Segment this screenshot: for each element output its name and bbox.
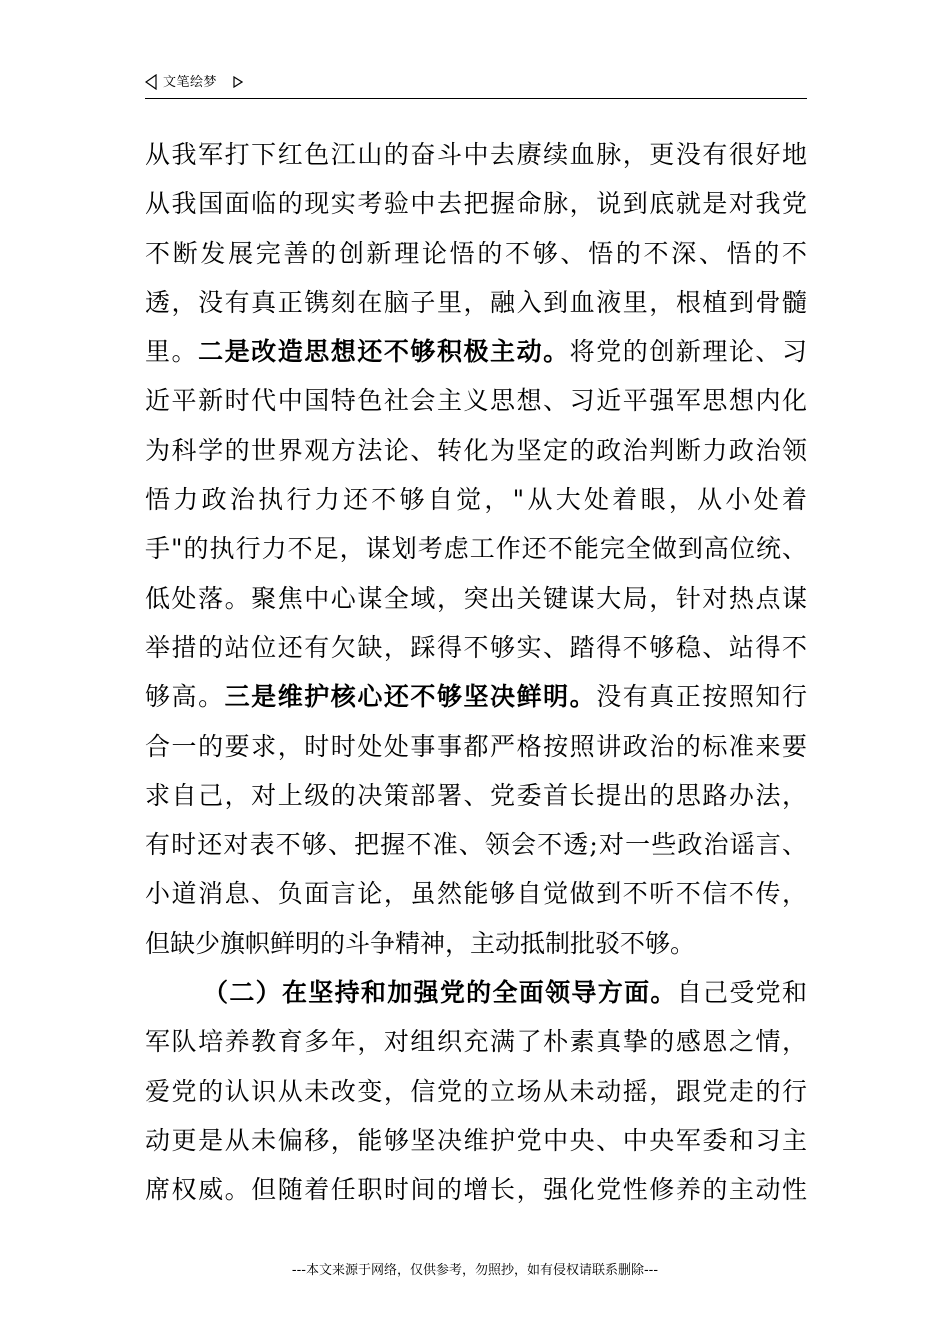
line-text: 求自己，对上级的决策部署、党委首长提出的思路办法， (145, 780, 807, 810)
line-text: 不断发展完善的创新理论悟的不够、悟的不深、悟的不 (145, 238, 807, 268)
text-line (145, 722, 807, 771)
line-text: 低处落。聚焦中心谋全域，突出关键谋大局，针对热点谋 (145, 583, 807, 613)
text-line (145, 1116, 807, 1165)
document-body (145, 130, 807, 1215)
text-line (145, 820, 807, 869)
line-text: 没有真正按照知行 (596, 682, 807, 712)
line-text: 但缺少旗帜鲜明的斗争精神，主动抵制批驳不够。 (145, 928, 696, 958)
line-text: 有时还对表不够、把握不准、领会不透;对一些政治谣言、 (145, 830, 807, 860)
page-header (145, 72, 807, 99)
line-text: 自己受党和 (676, 978, 807, 1008)
line-text: 够高。 (145, 682, 225, 712)
point-heading-2: 二是改造思想还不够积极主动。 (198, 337, 570, 367)
section-heading-2: （二）在坚持和加强党的全面领导方面。 (203, 978, 677, 1008)
text-line (145, 1017, 807, 1066)
text-line (145, 869, 807, 918)
line-text: 近平新时代中国特色社会主义思想、习近平强军思想内化 (145, 386, 807, 416)
text-line (145, 524, 807, 573)
text-line (145, 426, 807, 475)
triangle-right-icon (233, 76, 243, 88)
line-text: 爱党的认识从未改变，信党的立场从未动摇，跟党走的行 (145, 1076, 807, 1106)
line-text: 军队培养教育多年，对组织充满了朴素真挚的感恩之情， (145, 1027, 807, 1057)
text-line (145, 968, 807, 1017)
line-text: 席权威。但随着任职时间的增长，强化党性修养的主动性 (145, 1175, 807, 1205)
footer-disclaimer: ---本文来源于网络，仅供参考，勿照抄，如有侵权请联系删除--- (291, 1263, 659, 1278)
text-line (145, 475, 807, 524)
text-line (145, 179, 807, 228)
header-title: 文笔绘梦 (163, 75, 218, 90)
line-text: 从我军打下红色江山的奋斗中去赓续血脉，更没有很好地 (145, 140, 807, 169)
line-text: 从我国面临的现实考验中去把握命脉，说到底就是对我党 (145, 189, 807, 219)
text-line (145, 327, 807, 376)
line-text: 动更是从未偏移，能够坚决维护党中央、中央军委和习主 (145, 1125, 807, 1155)
text-line (145, 278, 807, 327)
text-line (145, 1165, 807, 1214)
line-text: 透，没有真正镌刻在脑子里，融入到血液里，根植到骨髓 (145, 287, 807, 317)
text-line (145, 771, 807, 820)
point-heading-3: 三是维护核心还不够坚决鲜明。 (224, 682, 597, 712)
line-text: 小道消息、负面言论，虽然能够自觉做到不听不信不传， (145, 879, 807, 909)
line-text: 合一的要求，时时处处事事都严格按照讲政治的标准来要 (145, 731, 807, 761)
text-line (145, 1067, 807, 1116)
text-line (145, 919, 807, 968)
text-line (145, 229, 807, 278)
line-text: 举措的站位还有欠缺，踩得不够实、踏得不够稳、站得不 (145, 632, 807, 662)
text-line (145, 130, 807, 179)
line-text: 为科学的世界观方法论、转化为坚定的政治判断力政治领 (145, 435, 807, 465)
text-line (145, 623, 807, 672)
line-text: 手"的执行力不足，谋划考虑工作还不能完全做到高位统、 (145, 534, 807, 564)
text-line (145, 574, 807, 623)
line-text: 悟力政治执行力还不够自觉，"从大处着眼，从小处着 (145, 485, 807, 515)
line-text: 将党的创新理论、习 (569, 337, 807, 367)
triangle-left-icon (145, 74, 157, 90)
text-line (145, 672, 807, 721)
line-text: 里。 (145, 337, 199, 367)
text-line (145, 376, 807, 425)
